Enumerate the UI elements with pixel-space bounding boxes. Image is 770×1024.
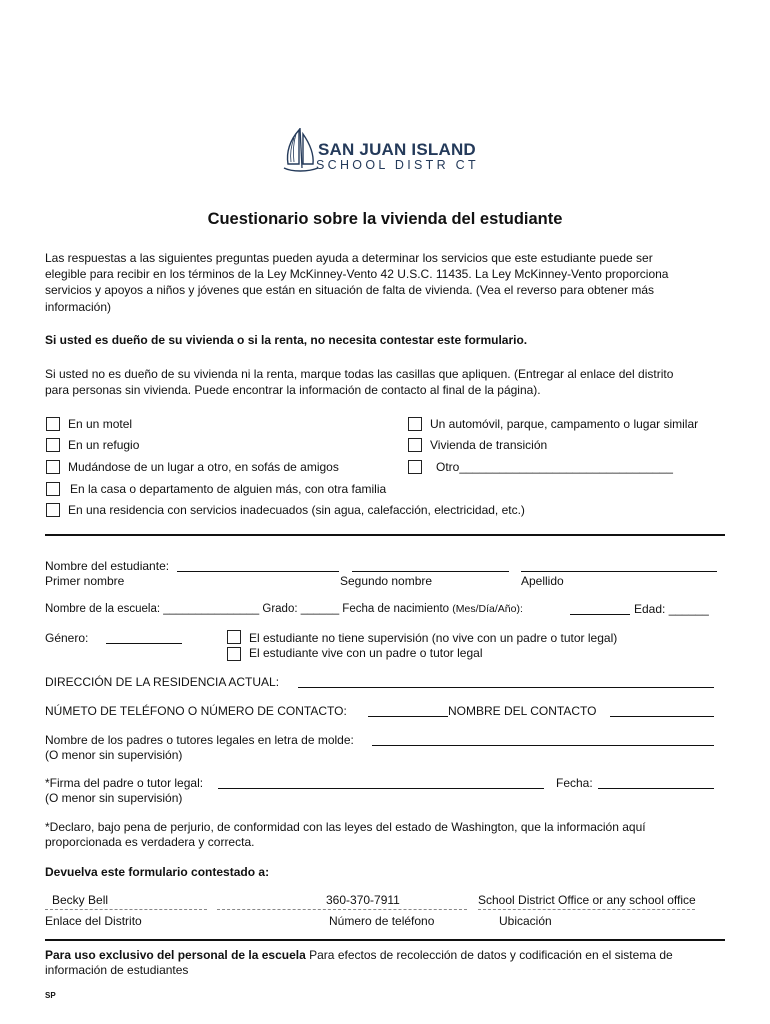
intro-line-3: servicios y apoyos a niños y jóvenes que están en situación de falta de vivienda. (Vea el reverso para obtener más bbox=[45, 283, 655, 297]
address-field[interactable] bbox=[298, 687, 714, 688]
option-casa-label: En la casa o departamento de alguien más, con otra familia bbox=[70, 482, 387, 496]
last-name-caption: Apellido bbox=[521, 574, 564, 588]
contact-name-label: NOMBRE DEL CONTACTO bbox=[448, 704, 597, 718]
instructions-line-1: Si usted no es dueño de su vivienda ni la renta, marque todas las casillas que apliquen. (Entregar al enlace del distrito bbox=[45, 367, 674, 381]
section-divider-1 bbox=[45, 534, 725, 536]
intro-line-4: información) bbox=[45, 300, 112, 314]
student-name-label: Nombre del estudiante: bbox=[45, 559, 170, 573]
liaison-location-caption: Ubicación bbox=[499, 914, 552, 928]
checkbox-unaccompanied[interactable] bbox=[227, 630, 241, 644]
checkbox-residencia[interactable] bbox=[46, 503, 60, 517]
checkbox-automovil[interactable] bbox=[408, 417, 422, 431]
checkbox-mudandose[interactable] bbox=[46, 460, 60, 474]
declaration-line-2: proporcionada es verdadera y correcta. bbox=[45, 835, 255, 849]
intro-line-2: elegible para recibir en los términos de la Ley McKinney-Vento 42 U.S.C. 11435. La Ley McKinney-Vento proporciona bbox=[45, 267, 669, 281]
language-code: SP bbox=[45, 991, 56, 1000]
school-grade-dob-line bbox=[45, 602, 523, 617]
declaration-line-1: *Declaro, bajo pena de perjurio, de conformidad con las leyes del estado de Washington, que la información aquí bbox=[45, 820, 646, 834]
liaison-name: Becky Bell bbox=[52, 893, 109, 907]
instructions-line-2: para personas sin vivienda. Puede encontrar la información de contacto al final de la página). bbox=[45, 383, 541, 397]
liaison-phone: 360-370-7911 bbox=[326, 893, 400, 907]
gender-label: Género: bbox=[45, 631, 89, 645]
footer-line-1 bbox=[45, 948, 673, 963]
liaison-location: School District Office or any school office bbox=[478, 893, 696, 907]
logo-text-line1: SAN JUAN ISLAND bbox=[318, 140, 476, 159]
address-label: DIRECCIÓN DE LA RESIDENCIA ACTUAL: bbox=[45, 675, 280, 689]
signature-label: *Firma del padre o tutor legal: bbox=[45, 776, 204, 790]
sailboat-logo-icon bbox=[280, 124, 320, 174]
signature-sub: (O menor sin supervisión) bbox=[45, 791, 183, 805]
page-title: Cuestionario sobre la vivienda del estudiante bbox=[207, 210, 563, 228]
first-name-field[interactable] bbox=[177, 571, 339, 572]
guardians-label: Nombre de los padres o tutores legales en letra de molde: bbox=[45, 733, 354, 747]
signature-field[interactable] bbox=[218, 788, 544, 789]
middle-name-caption: Segundo nombre bbox=[340, 574, 433, 588]
checkbox-otro[interactable] bbox=[408, 460, 422, 474]
liaison-phone-caption: Número de teléfono bbox=[329, 914, 435, 928]
middle-name-field[interactable] bbox=[352, 571, 509, 572]
checkbox-accompanied[interactable] bbox=[227, 647, 241, 661]
signature-date-field[interactable] bbox=[598, 788, 714, 789]
option-refugio-label: En un refugio bbox=[68, 438, 140, 452]
checkbox-refugio[interactable] bbox=[46, 438, 60, 452]
guardians-field[interactable] bbox=[372, 745, 714, 746]
liaison-name-line bbox=[45, 909, 207, 910]
option-otro-label: Otro________________________________ bbox=[436, 460, 673, 474]
dob-field[interactable] bbox=[570, 614, 630, 615]
section-divider-2 bbox=[45, 939, 725, 941]
checkbox-transicion[interactable] bbox=[408, 438, 422, 452]
liaison-location-line bbox=[478, 909, 695, 910]
dob-format-label: (Mes/Día/Año): bbox=[452, 603, 523, 615]
phone-label: NÚMETO DE TELÉFONO O NÚMERO DE CONTACTO: bbox=[45, 704, 347, 718]
footer-text: Para efectos de recolección de datos y codificación en el sistema de bbox=[305, 948, 673, 962]
return-label: Devuelva este formulario contestado a: bbox=[45, 865, 270, 879]
district-logo bbox=[280, 124, 480, 174]
liaison-phone-line bbox=[217, 909, 467, 910]
intro-line-1: Las respuestas a las siguientes preguntas pueden ayuda a determinar los servicios que este estudiante puede ser bbox=[45, 251, 653, 265]
option-transicion-label: Vivienda de transición bbox=[430, 438, 548, 452]
owner-notice: Si usted es dueño de su vivienda o si la renta, no necesita contestar este formulario. bbox=[45, 333, 528, 347]
unaccompanied-label: El estudiante no tiene supervisión (no vive con un padre o tutor legal) bbox=[249, 631, 618, 645]
school-grade-dob-label: Nombre de la escuela: _______________ Grado: ______ Fecha de nacimiento bbox=[45, 603, 450, 615]
gender-field[interactable] bbox=[106, 643, 182, 644]
first-name-caption: Primer nombre bbox=[45, 574, 125, 588]
footer-bold-label: Para uso exclusivo del personal de la escuela bbox=[45, 948, 306, 962]
liaison-name-caption: Enlace del Distrito bbox=[45, 914, 142, 928]
signature-date-label: Fecha: bbox=[556, 776, 593, 790]
option-motel-label: En un motel bbox=[68, 417, 133, 431]
logo-text-line2: SCHOOL DISTR CT bbox=[316, 158, 479, 172]
checkbox-casa[interactable] bbox=[46, 482, 60, 496]
accompanied-label: El estudiante vive con un padre o tutor legal bbox=[249, 646, 483, 660]
age-label: Edad: ______ bbox=[634, 602, 709, 616]
option-mudandose-label: Mudándose de un lugar a otro, en sofás de amigos bbox=[68, 460, 339, 474]
last-name-field[interactable] bbox=[521, 571, 717, 572]
checkbox-motel[interactable] bbox=[46, 417, 60, 431]
contact-name-field[interactable] bbox=[610, 716, 714, 717]
guardians-sub: (O menor sin supervisión) bbox=[45, 748, 183, 762]
option-automovil-label: Un automóvil, parque, campamento o lugar similar bbox=[430, 417, 699, 431]
option-residencia-label: En una residencia con servicios inadecuados (sin agua, calefacción, electricidad, etc.) bbox=[68, 503, 525, 517]
phone-field[interactable] bbox=[368, 716, 448, 717]
footer-line-2: información de estudiantes bbox=[45, 963, 189, 977]
